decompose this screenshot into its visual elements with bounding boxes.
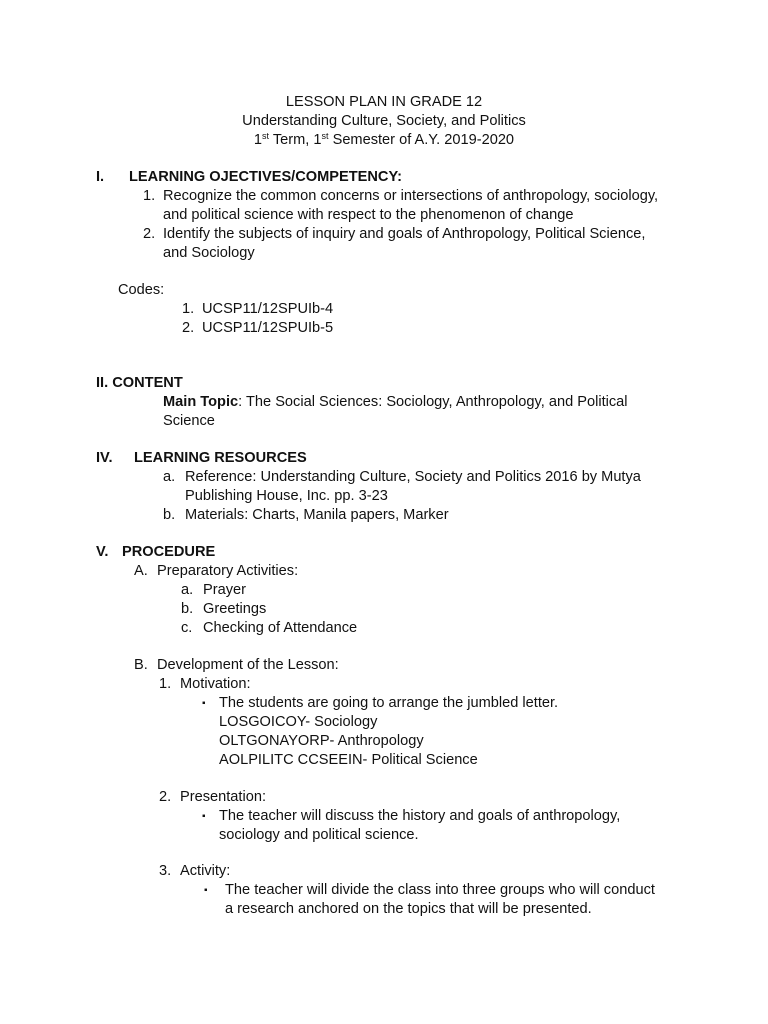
motivation-bullet: The students are going to arrange the jumbled letter. xyxy=(219,695,559,711)
prep-label: Preparatory Activities: xyxy=(157,563,299,579)
resource-b-line1: Materials: Charts, Manila papers, Marker xyxy=(185,507,449,523)
jumbled-word-3: AOLPILITC CCSEEIN- Political Science xyxy=(219,752,478,768)
objective-1-line2: and political science with respect to the phenomenon of change xyxy=(163,207,574,223)
prep-item-b-marker: b. xyxy=(181,601,194,617)
term-line: 1st Term, 1st Semester of A.Y. 2019-2020 xyxy=(253,131,515,148)
activity-label: Activity: xyxy=(180,863,231,879)
prep-marker: A. xyxy=(134,563,148,579)
main-topic-label: Main Topic xyxy=(163,394,239,410)
resource-a-line1: Reference: Understanding Culture, Society and Politics 2016 by Mutya xyxy=(185,469,641,485)
motivation-label: Motivation: xyxy=(180,676,251,692)
presentation-marker: 2. xyxy=(159,789,172,805)
dev-marker: B. xyxy=(134,657,148,673)
prep-item-a-marker: a. xyxy=(181,582,194,598)
main-topic-line1: Main Topic: The Social Sciences: Sociology, Anthropology, and Political xyxy=(163,394,628,410)
jumbled-word-2: OLTGONAYORP- Anthropology xyxy=(219,733,424,749)
objective-2-line1: Identify the subjects of inquiry and goals of Anthropology, Political Science, xyxy=(163,226,646,242)
main-topic-line2: Science xyxy=(163,413,215,429)
subject-title: Understanding Culture, Society, and Politics xyxy=(242,113,526,129)
prep-item-a: Prayer xyxy=(203,582,246,598)
resource-a-marker: a. xyxy=(163,469,176,485)
bullet-icon: ▪ xyxy=(204,885,208,896)
section1-heading: LEARNING OJECTIVES/COMPETENCY: xyxy=(129,169,402,185)
jumbled-word-1: LOSGOICOY- Sociology xyxy=(219,714,378,730)
code-2: UCSP11/12SPUIb-5 xyxy=(202,320,334,336)
section2-heading: II. CONTENT xyxy=(96,375,183,391)
prep-item-c: Checking of Attendance xyxy=(203,620,358,636)
dev-label: Development of the Lesson: xyxy=(157,657,339,673)
code-1-marker: 1. xyxy=(182,301,195,317)
section4-heading: LEARNING RESOURCES xyxy=(134,450,307,466)
section5-numeral: V. xyxy=(96,544,109,560)
lesson-plan-title: LESSON PLAN IN GRADE 12 xyxy=(285,94,483,110)
presentation-line2: sociology and political science. xyxy=(219,827,419,843)
activity-line2: a research anchored on the topics that will be presented. xyxy=(225,901,592,917)
activity-marker: 3. xyxy=(159,863,172,879)
presentation-line1: The teacher will discuss the history and goals of anthropology, xyxy=(219,808,621,824)
objective-2-marker: 2. xyxy=(143,226,156,242)
prep-item-b: Greetings xyxy=(203,601,267,617)
bullet-icon: ▪ xyxy=(202,698,206,709)
resource-a-line2: Publishing House, Inc. pp. 3-23 xyxy=(185,488,388,504)
resource-b-marker: b. xyxy=(163,507,176,523)
section4-numeral: IV. xyxy=(96,450,113,466)
presentation-label: Presentation: xyxy=(180,789,266,805)
objective-1-marker: 1. xyxy=(143,188,156,204)
code-1: UCSP11/12SPUIb-4 xyxy=(202,301,334,317)
section1-numeral: I. xyxy=(96,169,105,185)
activity-line1: The teacher will divide the class into three groups who will conduct xyxy=(225,882,655,898)
code-2-marker: 2. xyxy=(182,320,195,336)
objective-2-line2: and Sociology xyxy=(163,245,255,261)
bullet-icon: ▪ xyxy=(202,811,206,822)
codes-label: Codes: xyxy=(118,282,165,298)
section5-heading: PROCEDURE xyxy=(122,544,216,560)
motivation-marker: 1. xyxy=(159,676,172,692)
prep-item-c-marker: c. xyxy=(181,620,193,636)
objective-1-line1: Recognize the common concerns or intersections of anthropology, sociology, xyxy=(163,188,659,204)
